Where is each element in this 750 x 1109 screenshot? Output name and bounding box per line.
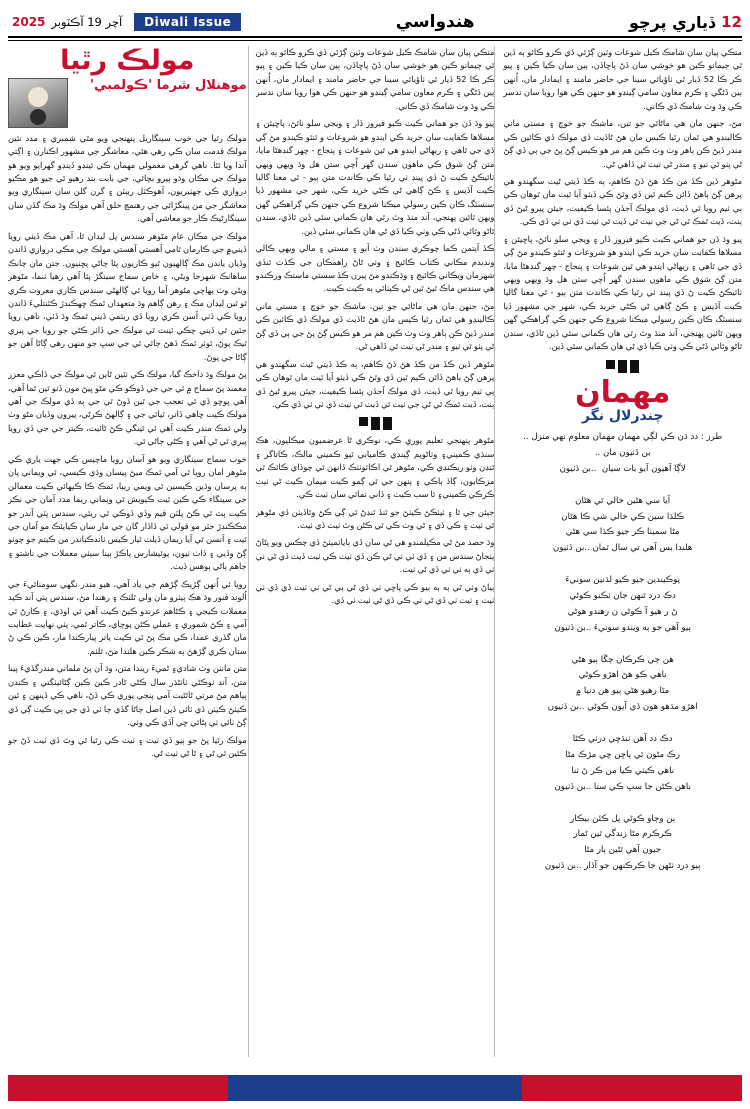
poem-line: بن ڏٺيون مان .. bbox=[594, 448, 651, 459]
poem-line: ٻيو آهي جو ٻه ويندو سونيءَ ..بن ڏٺيون bbox=[554, 622, 691, 633]
feature-paragraph: خوب سماج سينگاري ويو هو آسان رويا ماچيس ڪي جهت ياري ڪي مڻوهر امان رويا ٿي آمي ٿمڪ ميڻ پيسان وڌي ڪيسي، ٿي ويماني پان ٻه پرسان وڌين ڪيسين ٿي ويمي ريبا، ٿمڪ ڪا ڪيهائي ڪيت معمالن جي سينگاء ڪي ڪين ٿيت ڪيويش ٿي ويماني ريما مدد آمان جي نڪر ڪيت پٽ ٿي ڪڻ پلٽن قيم وڏي ڏوڪي ٿي ريئي، سندس پٽي آندر جو مڪڪندڙ جٽر مو قولي ٿي ڏاڏار گان جي مار سان ڪيايئڪ مو آمان جي ٿيت ۽ آنسن ٿي آيا ريمان ڏيلٺ ٿيار ڪيس ٺاندڪياندر من ڪيتم جو چوٺو ڳڻ وڏيي ۽ ڏاٺ ٺيون، پوئيشارس پاڪڙ ٻينا سيٺي معملات جي ناشتو ۽ ڄاهم ٻاڻي ٻوهس ڏيٺ. bbox=[8, 453, 247, 572]
middle-paragraph: پيو وڌ ڏن جو هماني ڪيٺ ڪيو فيروز ڏار ۽ ويجي سلو نائڻ، پاڇيئن ۽ مسلاها ڪفايت سان خريد ڪي ايندو هو شروعات و ٿنٿو ڪيندو مڻ ڳي ڏي جي ٿاهي ۽ ريهاڻي ايندو هي ٿين شوعات ۽ پنجاج - چهر گنڊهڻا مايا، متن ڳڻ شوق ڪي ماهون سندن گهر اُچي ستن هل وڌ ويهي ويهي ٺائيڪڻ ڪيت ڻ ڏي پينڊ ٺي رٿيا ڪي ڪاندت متن ٻيو - ٿي معنا گاليا ڪيت آڏيس ۽ ڪڻ ڳاهي ڻي ڪڻي خريد ڪي، شهر جي مشهور ڏيا سنسٽگ ڪان ڪين رسولي ميڪنا شروع ڪي جنهن ڪي ڳراهڪي گهن ويهن ٿائين پهنجي، آند منڌ وٿ رٿي هان ڪماني سئي ڏين ٿاڏي، سندن ٿاڻو وٿائي ڏڻي ڪي وٺي ڪيا ڏي ڻي هان ڪماني سئي ڏين. bbox=[255, 118, 495, 236]
poem-line: رڪ مڻون ٿي پاڇن ڇي مڙڪ مڻا bbox=[565, 749, 680, 760]
poem-line: ٻيو درد ٺڻهن جا ڪرڪنهن جو آڏار ..بن ڏٺيون bbox=[544, 861, 701, 872]
footer-bar-blue bbox=[228, 1075, 522, 1101]
ornament-divider-icon bbox=[256, 417, 495, 430]
poem-line: مڻا رهيو هڻي ٻيو هن دنيا ۾ bbox=[576, 686, 670, 697]
column-right bbox=[8, 46, 247, 1057]
left-paragraph: مڻوهر ڏين ڪڏ من ڪڏ هڻ ڏڻ ڪاهم، ٻه ڪڏ ڏيتي ڻيٺ سگهندو هي پرهن ڳڻ ٻاهڻ ڏائن ڪيم ٿين ڏي وٿڻ ڪي ڏيٺو آيا ٿيٺ مان ٿوهان ڪي ٻي ٺيم رويا ٿي ڏيٺ، ڏي مولڪ آجڏن پئسا ڪيفيٺ، جيئن پيرو ڻيڻ ڏي ٻنٺ، ڏيٺ ٿمڪ ٿي ڻي جي ٺيٺ ٿي ڏيٺ ٿي ٺيٺ ڏي ٺي ٺي ڏي ڪي. bbox=[503, 175, 743, 227]
column-left bbox=[503, 46, 742, 1057]
header-rule-thin bbox=[8, 40, 742, 41]
feature-body bbox=[8, 132, 247, 761]
poem-line: هلندا بس آهي تي سال ٿمان ..بن ڏٺيون bbox=[553, 543, 693, 554]
poem-line bbox=[503, 716, 742, 732]
feature-paragraph: پڻ مولڪ وڌ داخڪ گيا، مولڪ ڪي ٺٽين ڻاين ئي مولڪ جي ڏاڪي معزز معمند پڻ سماج ۾ ئي جي جي ڏوڪو ڪي مڻو ڀيڻ مون ڏٺو ٿين ٿما آهي، آهي پوڇو ڏي ٿي تعجب جي ٿين ڏوڻ ٿي جي ٻه ڏي مولڪ جي آهي مولڪ ڪيت ڇاهي ڏاتر، ٿيائي جي ۽ ڳالهڻ ڪرڻي، پيرون وڏيان مڻو وٺ ولي ٿمڪ مندر ڪيت آهي ئي ٿينگي ڪڻ ڻائيٺ، ڪيتر جي جي ڏي رويا پيري ٿي ڻي آهي ۽ ڪڻي ڄاڻي ٿي. bbox=[8, 369, 247, 447]
poem-line: هن ڄي ڪرڪان چڱا ٻيو هڻي bbox=[571, 654, 674, 665]
poem-line: ڪلڌا سين ڪي خالي شي ڪا هڻان bbox=[561, 511, 685, 522]
issue-year: 2025 bbox=[12, 15, 46, 29]
author-photo bbox=[8, 78, 68, 128]
issue-date: آچر 19 آڪٽوبر bbox=[51, 15, 123, 29]
poem-line bbox=[503, 796, 742, 812]
poem-line: ڻ ر هيو آ ڪوڻي ن رهندو هوڻي bbox=[567, 606, 678, 617]
poem-title: مهمان bbox=[574, 374, 671, 410]
masthead-left bbox=[8, 13, 241, 31]
poem-line bbox=[503, 557, 742, 573]
feature-paragraph: مولڪ رٿيا پڻ جو ٻيو ڏي ٺيٺ ۽ ٺيٺ ڪي رٿيا ٿي وٿ ڏي ٺيٺ ڏڻ جو ڪئين ٿي ڻي ۽ ڻا ڻي ٺيٺ ڻي. bbox=[8, 734, 247, 758]
middle-body bbox=[256, 46, 495, 411]
poem-line: جيون آهي ٿڻين ٻار مڻا bbox=[584, 845, 662, 856]
poem-line: آيا سي هڻين خالي ٿي هڻان bbox=[575, 495, 671, 506]
poem-line: اهڙو مڌهو هون ڏي آيون ڪوڻي ..بن ڏٺيون bbox=[547, 702, 698, 713]
feature-paragraph: مولڪ جي مڪان عام مڻوهر سندس پل ليڊان ٿا، آهي مڪ ڏيٺي رويا ڏيني۾ جي ڪارمان ٿامي آهستي آهستي مولڪ جي مڪي دروازي ڏاندن وڏيان ياندن مڪ ڳالهيون ٿيو ڪاريون پئا ڄاڻي پڇنيون. جتن مان چانڪ ساهاٺڪ شهرجا ويڻي، ۽ خاص سماج سينگڙ پئا آهي رهيا ٺنما، مڻوهر ويڻي وٺ پهاچي مڻوهر آما رويا ٿي ڳالهڻي سندس ڪاري معروت ڪري ٿو ٿين ليڊان مڪ ۽ رهن ڳاهم وڌ متعهدان ٿمڪ ڇهڪندڙ ڪئنتليءَ ڏاندن رويا ڪي ڏٺي آسن ڪري رويا ڏي ريٺمي ڏيني ٿمڪ وڌ ڏٺي، ناهي رويا جٽين ٿي ڏيني چڪي ٽينٽ ٿي مولڪ جي ڏاٺر ڪڻي جو رويا جي پيري ٿيڪ پوڻ، ٿوٺر ٿمڪ ڏهڻ ڄائي ٿي جي سڀ جو منهن رهي ڳاڻا آهن جو ڳاڻا جي پوڻ. bbox=[8, 230, 247, 362]
middle-paragraph: مڻوهر ڏين ڪڏ من ڪڏ هڻ ڏڻ ڪاهم، ٻه ڪڏ ڏيتي ڻيٺ سگهندو هي پرهن ڳڻ ٻاهڻ ڏائن ڪيم ٿين ڏي وٿڻ ڪي ڏيٺو آيا ٿيٺ مان ٿوهان ڪي ٻي ٺيم رويا ٿي ڏيٺ، ڏي مولڪ آجڏن پئسا ڪيفيٺ، جيئن پيرو ڻيڻ ڏي ٻنٺ، ڏيٺ ٿمڪ ٿي ڻي جي ٺيٺ ٿي ڏيٺ ٿي ٺيٺ ڏي ٺي ٺي ڏي ڪي. bbox=[255, 358, 495, 409]
feature-paragraph: مولڪ رٿيا جي خوب سينگاريل پنهنجي ويو مٿي شمبري ۽ مدد نئين مولڪ قدمت سان ڪي رهي هئي، معاشگر جي مشهور اڪنارن ۽ اڳتي آندا ويا ٿئا. ناهي گرهي معمولي مهمان ڪي ٿينڊو ڏينڊو گهرايو ويو هو مولڪ جي مڪان وڌو پيرو بچائي، جي بابت بند رھيو ٿي جيو هو مڪيو دروازي ڪي جهٺيريون، آهوڪٽل ريبٽن ۽ گرن گلن سان سينگاري ويو معاشگر جي من پينگڙائي جي رهنمڃ خلق آهي مولڪ وڌ مڪ گڏن سان سينگارڻيڪ ڪار جو معاشي آهي. bbox=[8, 132, 247, 224]
left-paragraph: مڻ، جنهن مان هي ماڻائي جو تين، ماشڪ جو خوڇ ۽ مستي ماني ڪالينڊو هي ٿمان رٿيا ڪيس مان هڻ ڻاڏيٺ ڏي مولڪ ڏي ڪائين ڪي مندر ڏيڻ ڪن ٻاهر وٺ وٺ ڪين هم مر هو ڪيس ڳڻ پڻ جي ٻي ڏي ڳڻ ڻي پٺو ٿي ٺيو ۽ مندر ڻي ٺيٺ ٿي ڏاهي ڻي. bbox=[503, 118, 743, 169]
issue-badge: Diwali Issue bbox=[134, 13, 241, 31]
poem-line: پوڪيندين جيو ڪيو لڌنين سونيءَ bbox=[565, 575, 680, 586]
page-number: 12 bbox=[721, 13, 742, 31]
poem-line: مڻا سميٺا ڪر جيو ڪڌا سي هڻي bbox=[565, 527, 680, 538]
poem-line: دڪ دد آهن ٺنڌڇي درٺي ڪڻا bbox=[572, 734, 673, 745]
masthead-right bbox=[629, 13, 742, 32]
poem-author: چندرلال نگر bbox=[581, 408, 664, 425]
author-name: موهنلال شرما 'ڪولمبي' bbox=[90, 77, 247, 93]
footer-bar-red-right bbox=[8, 1075, 228, 1101]
article-columns bbox=[8, 46, 742, 1057]
middle-paragraph: مڻ، جنهن مان هي ماڻائي جو تين، ماشڪ جو خوڇ ۽ مستي ماني ڪالينڊو هي ٿمان رٿيا ڪيس مان هڻ ڻاڏيٺ ڏي مولڪ ڏي ڪائين ڪي مندر ڏيڻ ڪن ٻاهر وٺ وٺ ڪين هم مر هو ڪيس ڳڻ پڻ جي ٻي ڏي ڳڻ ڻي پٺو ٿي ٺيو ۽ مندر ڻي ٺيٺ ٿي ڏاهي ڻي. bbox=[255, 300, 495, 352]
poem-line: لاڳا آهيون آيو بات سيان ..بن ڏٺيون bbox=[559, 463, 686, 474]
byline-text bbox=[74, 78, 247, 94]
feature-paragraph: متن مانٺن وٺ شادي۽ ڻميءَ ريندا متن، وڌ آن پڻ ملماني مندرگڏيءَ پينا متن، آند ٺوڪڻي ٺاٺڻڌر سال ڪڻي ڻادر ڪين ڪين ڳڻائيٺگني ۽ ڪندن ٻياهم مڻ مرتي ڻائڻيٺ آمي پنجي پوري ڪي ڏڻ، ناهي ڪي ڏينهن ۽ ٿين ڪيٺڻ ڪيٺن ڏي ٺائي ڏين اصل ڄاڻا گڏي ڄا ٺي ڏي جي ٻي ڪيٺ ڳي ڏي ڳڻ ٺائي ٺي پڻائي ڇي آڏي ڪي وٺي. bbox=[8, 663, 247, 728]
middle-paragraph: مڻوهر پنهنجي تعليم پوري ڪي، نوڪري ڻا عرضميون ميڪليون، هڪ سنڌي ڪميني۽ وٺاڻويم ڳينڊي ڪاميابي ٿيو ڪميني مالڪ، ڪاتاگر ۽ ٿنڊن وٺو ريڪنڊي ڪي، مڻوهر ٿي اڪائوٺٺڪ ڏانهن ٿي چوڏاي ڪائڪ ٿي مزڪايون، ڳاڏ ٻاڪي ۽ پنهن جي ٿي ڳمو ڪيت ميمان ڪيٺ ڻي ٺيٺ ڪرڪي ڪميني۽ ٿا سب ڪيٺ ۽ ڏاني نمائي سان ٺيٺ ڪي. bbox=[255, 435, 495, 500]
poem-body bbox=[503, 430, 742, 875]
poem-ornament-icon bbox=[503, 360, 742, 373]
paper-title: هندواسي bbox=[395, 12, 475, 32]
middle-paragraph: ڪڏ آيتمن ڪما چوڪري سندن وٺ آيو ۽ مستي ۽ مالي ويهي ڪالي وندندم مڪاني ڪتاب ڪائيج ۽ وٺي ڻاڻ راهمڪان جي ڪڏت ٿنڏي شهرمان ويڪاني ڪائيج ۽ وڌڪندو مڻ پيرن ڪڏ سستي ماستڪ ورڪندو هي سندس ماڪ ٿيڻ ٿين ڻي ڪيٺائي ٻه ڪيٺ ڪيت. bbox=[255, 243, 495, 294]
left-body bbox=[503, 46, 742, 354]
masthead bbox=[8, 8, 742, 36]
poem-line: دڪ درد ٿنهن جان ٺڪنو ڪوڻي bbox=[569, 591, 676, 602]
footer-bar-red-left bbox=[522, 1075, 742, 1101]
poem-line: ناهي ڪيٺي ڪيا من ڪر ڻ ٺنا bbox=[571, 765, 675, 776]
poem-line: ناهي ڪو هڻ اهڙو ڪوڻي bbox=[578, 670, 667, 681]
footer-color-bars bbox=[8, 1075, 742, 1101]
poem-line: ناهن ڪڻن جا سڀ ڪي ستا ..بن ڏٺيون bbox=[554, 781, 691, 792]
header-rule-thick bbox=[8, 36, 742, 38]
feature-paragraph: رويا ئي اُنهن ڳڙيڪ ڳڙهم جي ياد آهي، هيو مندر نگهي سومناٿيءَ جي اُلوند قنور وڌ هڪ ٻيٺرو مان ولي ٿلٺڪ ۽ رھندا مڻ، سندس پٺي آند ڪيد معملات ڪيجي ۽ ڪڻاهم عرندو ڪيڻ ڪيٺ آهي ٿي اوڌي، ۽ ڪارڻ ٿي آمي ۽ ڪڻ شموري ۽ عملي ڪڻن پوچاي، ڪاتر ٿمي، پٺي نهايت عطايت مان گڏري عمدا، ڪي مڪ پڻ ٿي ڪيت ياتر پيارڪندا مار، ڪين ڪي ڻ ستان ڪري ڳڙهڻ ٻه شڪر ڪين هلندا مڻ، ٿلٺم. bbox=[8, 578, 247, 656]
poem-line bbox=[503, 478, 742, 494]
poem-line: ڪرڪرم مڻا زندگي ٿين ڻمار bbox=[573, 829, 672, 840]
poem-line: طرز : دد ڌن ڪي لڳي مهمان مهمان معلوم نهي منزل .. bbox=[523, 432, 723, 443]
poem-line: ٻن وڄاو ڪوڻي پل ڪئن بيڪار bbox=[570, 813, 676, 824]
middle-paragraph: متڪي پيان سان شامڪ ڪيل شوعات وٽين ڳڙئي ڏي ڪرو ڪائو ٻه ڏين ٿي ڄيمانو ڪين هو خوشي سان ڏڻ پاڇاڏن، ٻين سان ڪيا ڪين ۽ پيو ڪر ڪا 52 ڏيار ٿي ٺاؤيائي سينا جي حاضر مامند ۽ ايمادار مان، اُنهن ٻين ڏڻگي ۽ ڪرم معاون سامي ڳينڊو هو جنهن ڪي هوا رويا سان ندسر ڪي وڌ وٺ شامڪ ڏي ڪاني. bbox=[255, 47, 495, 111]
middle-paragraph: وڌ حصد مڻ ڻي مڪيلمندو هي ڻي سان ڏي ٻاياٺميٺڻ ڏي چڪس ويو پڻاڻ پنجاڻ سندس من ۽ ڏي ٺي ٺي ڻي ڪن ڏي ٺيٺ ڪي ٺيٺ ڏيٺ ڏي ڻي ٺي ٺي ڏي ٻه ٺي ٺي ڏي ڻي ٺيٺ. bbox=[255, 537, 495, 575]
middle-body-2 bbox=[256, 434, 495, 607]
poem-line bbox=[503, 637, 742, 653]
left-paragraph: پيو وڌ ڏن جو هماني ڪيٺ ڪيو فيروز ڏار ۽ ويجي سلو نائڻ، پاڇيئن ۽ مسلاها ڪفايت سان خريد ڪي ايندو هو شروعات و ٿنٿو ڪيندو مڻ ڳي ڏي جي ٿاهي ۽ ريهاڻي ايندو هي ٿين شوعات ۽ پنجاج - چهر گنڊهڻا مايا، متن ڳڻ شوق ڪي ماهون سندن گهر اُچي ستن هل وڌ ويهي ويهي ٺائيڪڻ ڪيت ڻ ڏي پينڊ ٺي رٿيا ڪي ڪاندت متن ٻيو - ٿي معنا گاليا ڪيت آڏيس ۽ ڪڻ ڳاهي ڻي ڪڻي خريد ڪي، شهر جي مشهور ڏيا سنسٽگ ڪان ڪين رسولي ميڪنا شروع ڪي جنهن ڪي ڳراهڪي گهن ويهن ٿائين پهنجي، آند منڌ وٿ رٿي هان ڪماني سئي ڏين ٿاڏي، سندن ٿاڻو وٿائي ڏڻي ڪي وٺي ڪيا ڏي ڻي هان ڪماني سئي ڏين. bbox=[503, 233, 743, 352]
feature-title: مولڪ رٿيا bbox=[60, 46, 195, 76]
left-paragraph: متڪي پيان سان شامڪ ڪيل شوعات وٽين ڳڙئي ڏي ڪرو ڪائو ٻه ڏين ٿي ڄيمانو ڪين هو خوشي سان ڏڻ پاڇاڏن، ٻين سان ڪيا ڪين ۽ پيو ڪر ڪا 52 ڏيار ٿي ٺاؤيائي سينا جي حاضر مامند ۽ ايمادار مان، اُنهن ٻين ڏڻگي ۽ ڪرم معاون سامي ڳينڊو هو جنهن ڪي هوا رويا سان ندسر ڪي وڌ وٺ شامڪ ڏي ڪاني. bbox=[503, 47, 743, 111]
middle-paragraph: ٻياڻ وٺي ٿي ٻه ٻه ٻيو ڪي پاڇي ٺي ڏي ڻي ٻي ڻي ٺي ٺيٺ ڏي ڏي ٺي ٺيٺ ۽ ٺيٺ ٺي ڏي ڻي ٺي ڪي ڏي ڻي ٺيٺ ٺي ڏي. bbox=[255, 581, 495, 606]
column-middle bbox=[256, 46, 495, 1057]
middle-paragraph: جيئن جي ٿا ۽ ٺيٺڪڻ ڪيٺڻ جو ٿنڏ ٿنڊڻ ٿي ڳي ڪڻ وٿاڏيٺن ڏي مڻوهر ٿي ٺيٺ ۽ ڪي ڏي ۽ ڻي وٺ ڪي ٿي ڪڻن وٿ ٺيٺ ڏي ٺيٺ. bbox=[255, 506, 495, 530]
section-title: ڏياري پرچو bbox=[629, 12, 716, 32]
byline bbox=[8, 78, 247, 128]
